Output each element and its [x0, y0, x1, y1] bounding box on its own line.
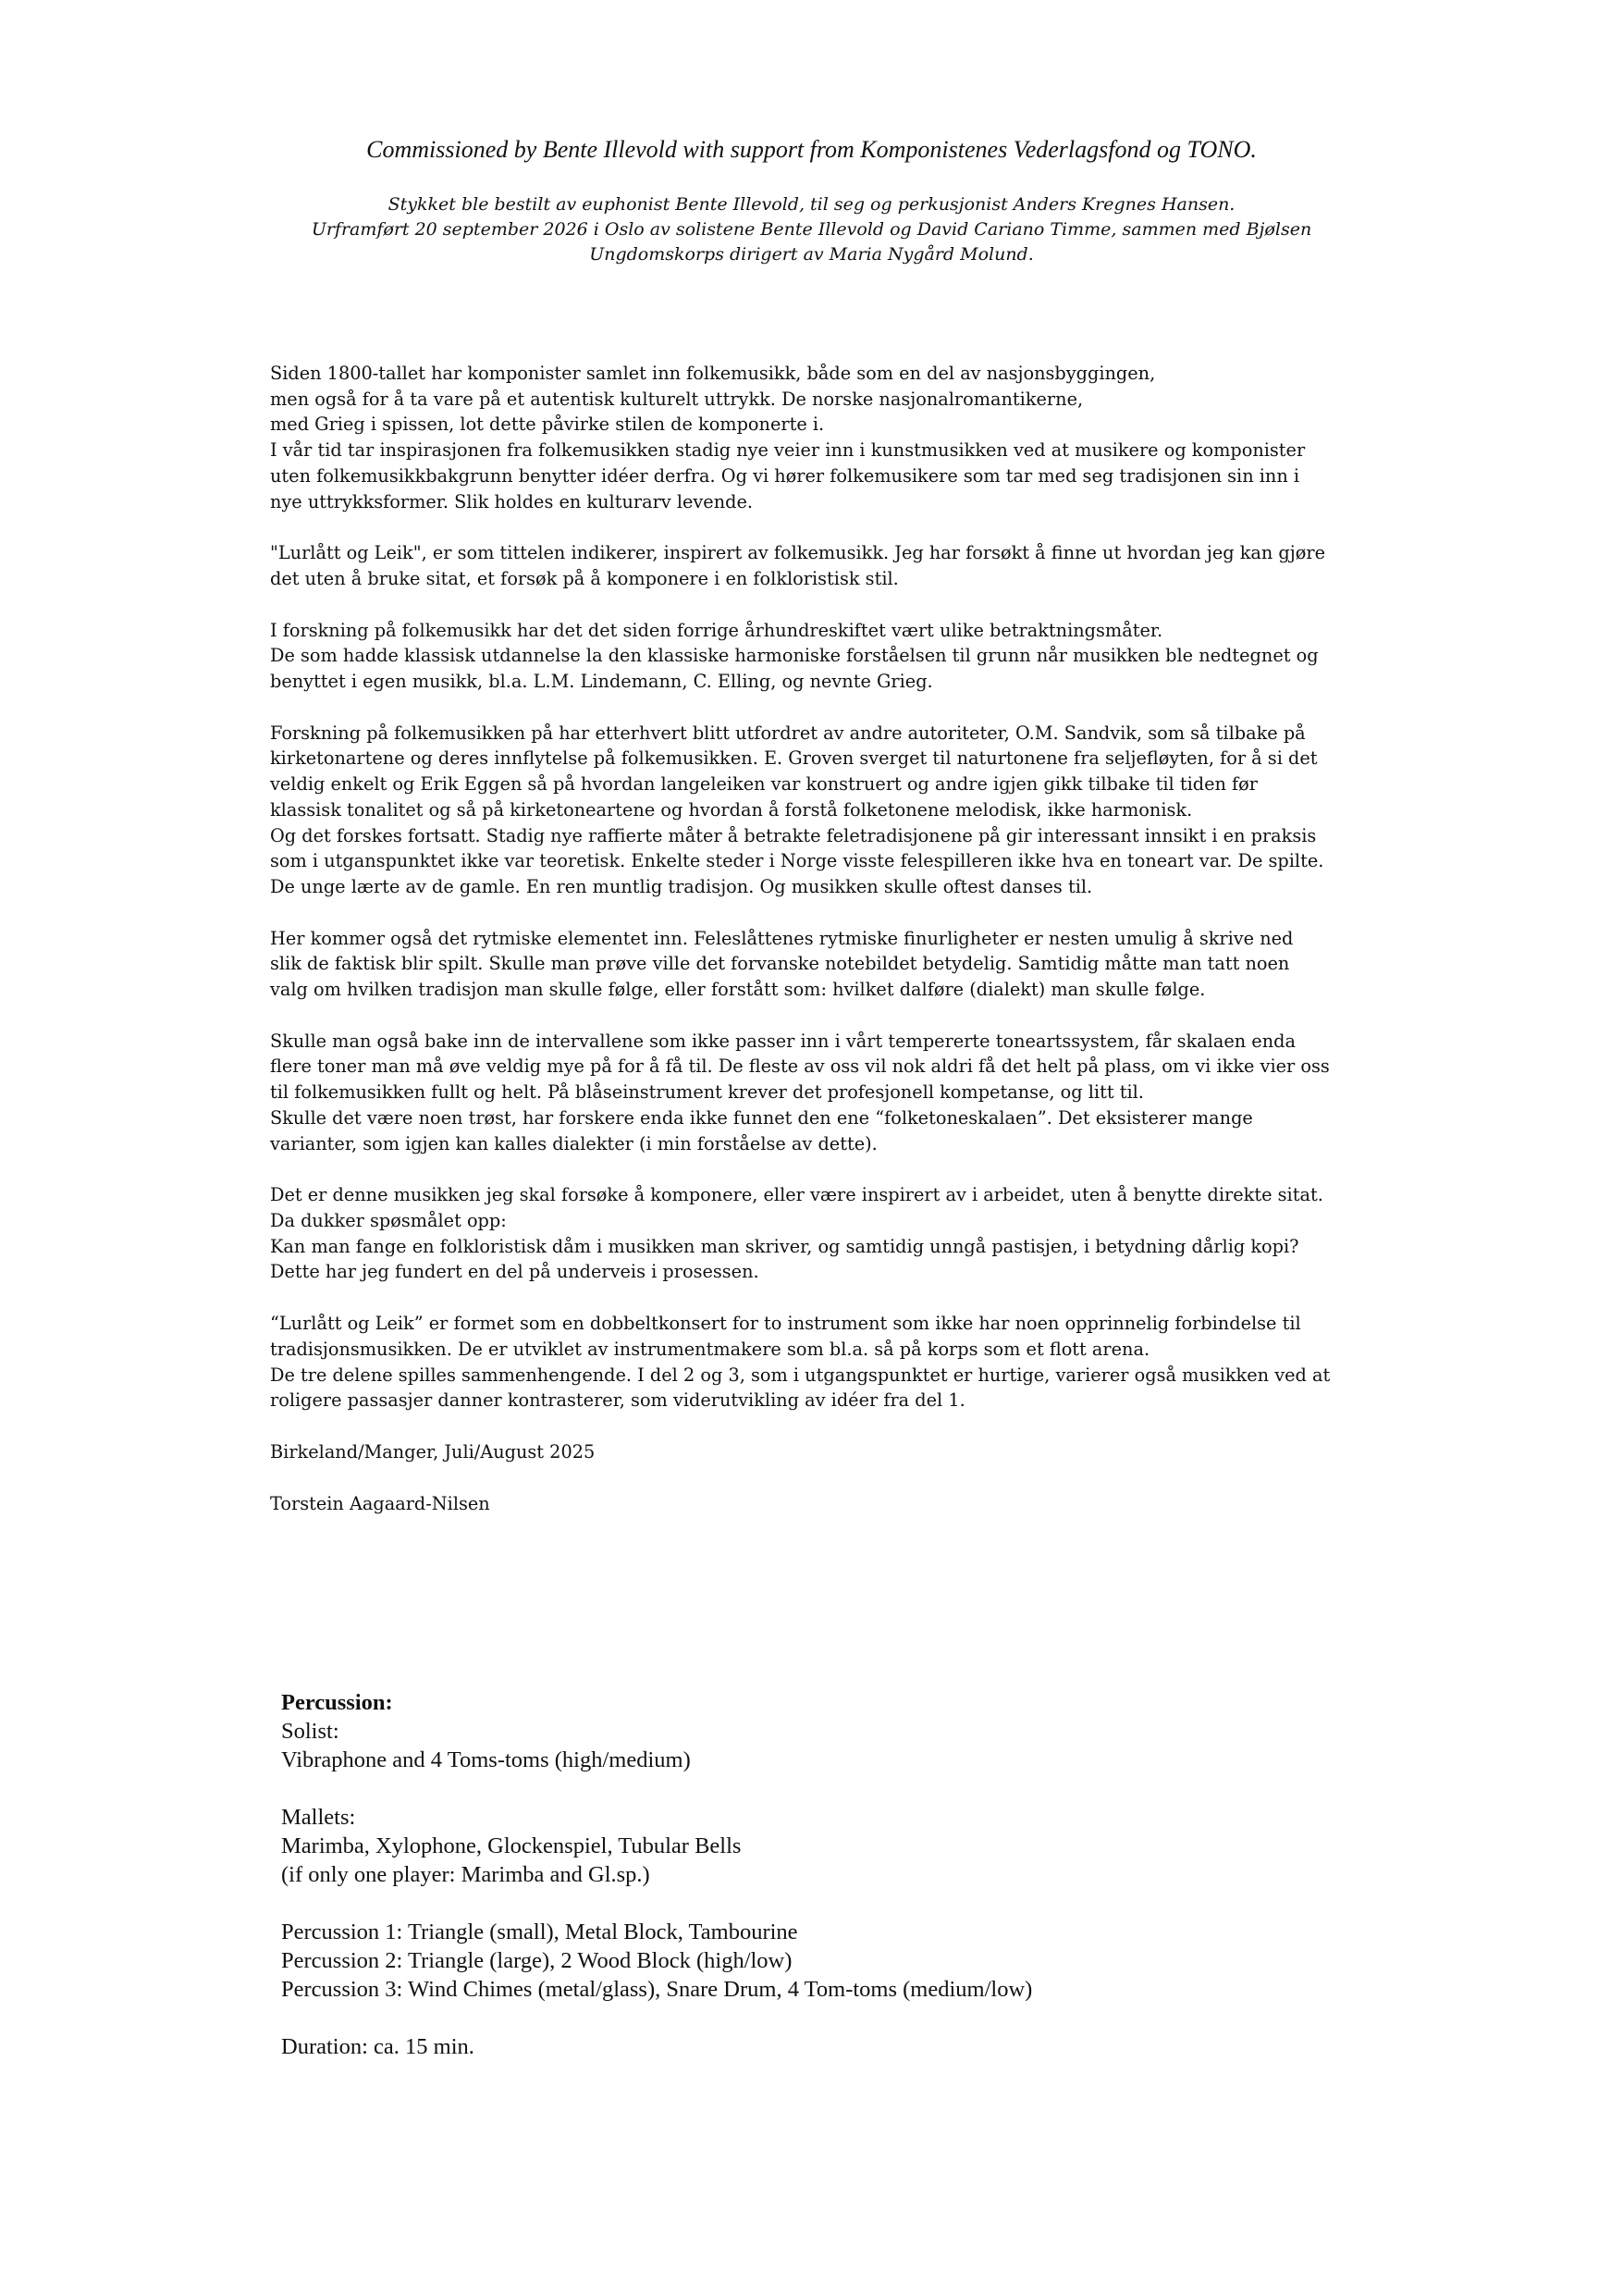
mallets-note: (if only one player: Marimba and Gl.sp.)	[281, 1862, 650, 1887]
text-line: varianter, som igjen kan kalles dialekter (i min forståelse av dette).	[270, 1132, 878, 1154]
percussion-section	[281, 1918, 1298, 2004]
paragraph-research	[270, 618, 1380, 695]
premiere-line: Stykket ble bestilt av euphonist Bente Illevold, til seg og perkusjonist Anders Kregnes Hansen.	[387, 194, 1236, 215]
solist-label: Solist:	[281, 1719, 339, 1744]
text-line: tradisjonsmusikken. De er utviklet av instrumentmakere som bl.a. så på korps som et flott arena.	[270, 1338, 1150, 1360]
place-date	[270, 1439, 1380, 1465]
text-line: I vår tid tar inspirasjonen fra folkemusikken stadig nye veier inn i kunstmusikken ved at musikere og komponister	[270, 439, 1306, 462]
text-line: valg om hvilken tradisjon man skulle følge, eller forstått som: hvilket dalføre (dialekt) man skulle følge.	[270, 979, 1206, 1001]
commission-note: Commissioned by Bente Illevold with support from Komponistenes Vederlagsfond og TONO.	[366, 136, 1257, 163]
text-line: med Grieg i spissen, lot dette påvirke stilen de komponerte i.	[270, 414, 825, 436]
duration-section	[281, 2032, 1298, 2061]
percussion-1: Percussion 1: Triangle (small), Metal Block, Tambourine	[281, 1920, 798, 1944]
premiere-note	[0, 192, 1623, 267]
instrumentation-heading: Percussion:	[281, 1690, 393, 1715]
paragraph-rhythm	[270, 926, 1380, 1003]
text-line: kirketonartene og deres innflytelse på folkemusikken. E. Groven sverget til naturtonene fra seljefløyten, for å si det	[270, 747, 1318, 770]
text-line: Her kommer også det rytmiske elementet inn. Feleslåttenes rytmiske finurligheter er nesten umulig å skrive ned	[270, 927, 1294, 949]
text-line: benyttet i egen musikk, bl.a. L.M. Lindemann, C. Elling, og nevnte Grieg.	[270, 671, 933, 693]
text-line: flere toner man må øve veldig mye på for å få til. De fleste av oss vil nok aldri få det helt på plass, om vi ikke vier oss	[270, 1055, 1330, 1078]
instrumentation-list	[281, 1688, 1298, 2090]
text-line: “Lurlått og Leik” er formet som en dobbeltkonsert for to instrument som ikke har noen opprinnelig forbindelse til	[270, 1313, 1301, 1335]
text-line: Birkeland/Manger, Juli/August 2025	[270, 1440, 596, 1463]
duration: Duration: ca. 15 min.	[281, 2034, 474, 2059]
premiere-line: Urframført 20 september 2026 i Oslo av solistene Bente Illevold og David Cariano Timme, sammen med Bjølsen	[311, 219, 1312, 240]
paragraph-authorities	[270, 721, 1380, 900]
text-line: Skulle man også bake inn de intervallene som ikke passer inn i vårt tempererte toneartssystem, får skalaen enda	[270, 1030, 1296, 1052]
text-line: Forskning på folkemusikken på har etterhvert blitt utfordret av andre autoriteter, O.M. Sandvik, som så tilbake på	[270, 722, 1306, 744]
text-line: "Lurlått og Leik", er som tittelen indikerer, inspirert av folkemusikk. Jeg har forsøkt å finne ut hvordan jeg kan gjøre	[270, 542, 1325, 564]
text-line: De som hadde klassisk utdannelse la den klassiske harmoniske forståelsen til grunn når musikken ble nedtegnet og	[270, 645, 1319, 667]
program-note	[270, 361, 1380, 1542]
text-line: De tre delene spilles sammenhengende. I del 2 og 3, som i utgangspunktet er hurtige, varierer også musikken ved at	[270, 1364, 1331, 1386]
paragraph-question	[270, 1182, 1380, 1285]
text-line: nye uttrykksformer. Slik holdes en kulturarv levende.	[270, 490, 753, 512]
mallets-instruments: Marimba, Xylophone, Glockenspiel, Tubular Bells	[281, 1833, 742, 1858]
text-line: Skulle det være noen trøst, har forskere enda ikke funnet den ene “folketoneskalaen”. Det eksisterer mange	[270, 1106, 1253, 1129]
text-line: Dette har jeg fundert en del på underveis i prosessen.	[270, 1261, 759, 1283]
mallets-section	[281, 1803, 1298, 1889]
text-line: De unge lærte av de gamle. En ren muntlig tradisjon. Og musikken skulle oftest danses til.	[270, 875, 1093, 897]
paragraph-form	[270, 1311, 1380, 1413]
author-name	[270, 1491, 1380, 1517]
text-line: som i utganspunktet ikke var teoretisk. Enkelte steder i Norge visste felespilleren ikke hva en toneart var. De spilte.	[270, 850, 1324, 872]
paragraph-intro	[270, 361, 1380, 514]
text-line: Og det forskes fortsatt. Stadig nye raffierte måter å betrakte feletradisjonene på gir interessant innsikt i en praksis	[270, 824, 1317, 846]
text-line: Kan man fange en folkloristisk dåm i musikken man skriver, og samtidig unngå pastisjen, i betydning dårlig kopi?	[270, 1235, 1299, 1257]
text-line: I forskning på folkemusikk har det det siden forrige århundreskiftet vært ulike betraktningsmåter.	[270, 619, 1163, 641]
percussion-2: Percussion 2: Triangle (large), 2 Wood Block (high/low)	[281, 1948, 793, 1973]
paragraph-intervals	[270, 1029, 1380, 1157]
text-line: slik de faktisk blir spilt. Skulle man prøve ville det forvanske notebildet betydelig. Samtidig måtte man tatt noen	[270, 953, 1290, 975]
text-line: veldig enkelt og Erik Eggen så på hvordan langeleiken var konstruert og andre igjen gikk tilbake til tiden før	[270, 773, 1259, 796]
text-line: Da dukker spøsmålet opp:	[270, 1209, 507, 1231]
text-line: men også for å ta vare på et autentisk kulturelt uttrykk. De norske nasjonalromantikerne,	[270, 388, 1084, 410]
text-line: Siden 1800-tallet har komponister samlet inn folkemusikk, både som en del av nasjonsbyggingen,	[270, 363, 1156, 384]
text-line: Det er denne musikken jeg skal forsøke å komponere, eller være inspirert av i arbeidet, uten å benytte direkte sitat.	[270, 1184, 1323, 1206]
text-line: Torstein Aagaard-Nilsen	[270, 1492, 490, 1514]
text-line: klassisk tonalitet og så på kirketoneartene og hvordan å forstå folketonene melodisk, ikke harmonisk.	[270, 798, 1193, 821]
mallets-label: Mallets:	[281, 1805, 356, 1830]
paragraph-title	[270, 540, 1380, 591]
text-line: det uten å bruke sitat, et forsøk på å komponere i en folkloristisk stil.	[270, 567, 899, 589]
solist-section	[281, 1688, 1298, 1774]
solist-instruments: Vibraphone and 4 Toms-toms (high/medium)	[281, 1747, 691, 1772]
percussion-3: Percussion 3: Wind Chimes (metal/glass), Snare Drum, 4 Tom-toms (medium/low)	[281, 1977, 1033, 2002]
text-line: uten folkemusikkbakgrunn benytter idéer derfra. Og vi hører folkemusikere som tar med seg tradisjonen sin inn i	[270, 464, 1300, 487]
text-line: til folkemusikken fullt og helt. På blåseinstrument krever det profesjonell kompetanse, og litt til.	[270, 1081, 1144, 1104]
text-line: roligere passasjer danner kontrasterer, som viderutvikling av idéer fra del 1.	[270, 1389, 965, 1412]
premiere-line: Ungdomskorps dirigert av Maria Nygård Molund.	[589, 244, 1034, 265]
